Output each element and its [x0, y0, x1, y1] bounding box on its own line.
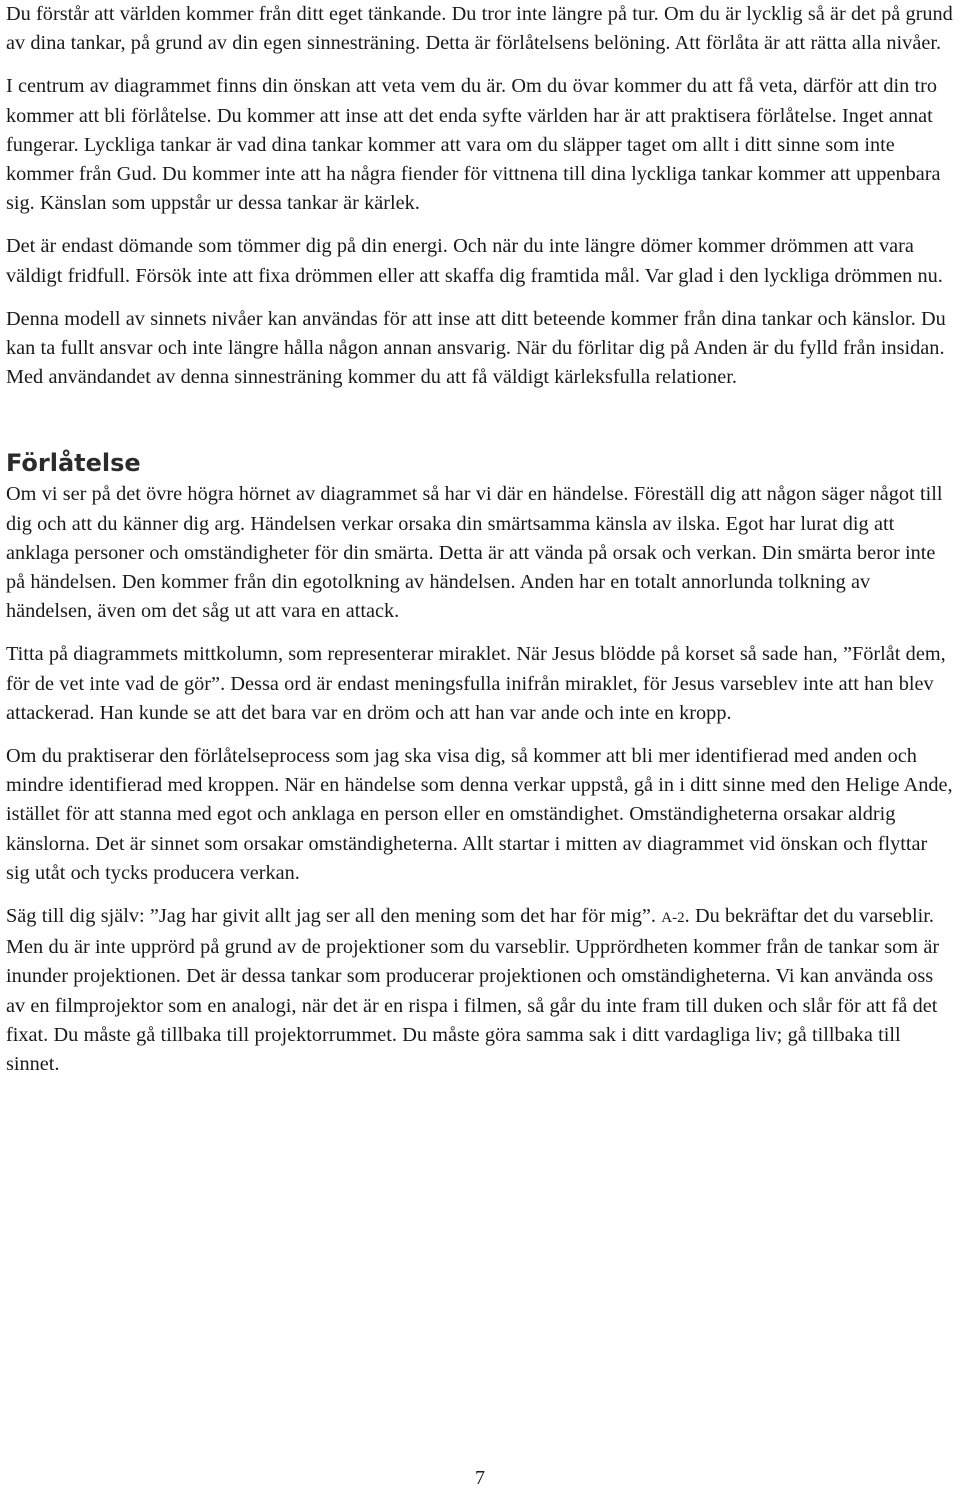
paragraph-judging: Det är endast dömande som tömmer dig på din energi. Och när du inte längre dömer kommer drömmen att vara väldigt fridfull. Försök inte att fixa drömmen eller att skaffa dig framtida mål. Var glad i den lyckliga drömmen nu. — [6, 235, 943, 287]
paragraph-projector-analogy — [6, 902, 956, 1079]
paragraph-event-corner: Om vi ser på det övre högra hörnet av diagrammet så har vi där en händelse. Föreställ dig att någon säger något till dig och att du känner dig arg. Händelsen verkar orsaka din smärtsamma känsla av ilska. Egot har lurat dig att anklaga personer och omständigheter för din smärta. Detta är att vända på orsak och verkan. Din smärta beror inte på händelsen. Den kommer från din egotolkning av händelsen. Anden har en totalt annorlunda tolkning av händelsen, även om det såg ut att vara en attack. — [6, 483, 943, 623]
document-page — [6, 0, 956, 1079]
paragraph-world-from-thinking: Du förstår att världen kommer från ditt eget tänkande. Du tror inte längre på tur. Om du är lycklig så är det på grund av dina tankar, på grund av din egen sinnesträning. Detta är förlåtelsens belöning. Att förlåta är att rätta alla nivåer. — [6, 3, 953, 55]
paragraph-spacer — [6, 58, 956, 72]
paragraph-middle-column: Titta på diagrammets mittkolumn, som representerar miraklet. När Jesus blödde på korset så sade han, ”Förlåt dem, för de vet inte vad de gör”. Dessa ord är endast meningsfulla inifrån miraklet, för Jesus varseblev inte att han blev attackerad. Han kunde se att det bara var en dröm och att han var ande och inte en kropp. — [6, 643, 946, 724]
paragraph-spacer — [6, 728, 956, 742]
paragraph-continuation: . Du bekräftar det du varseblir. Men du är inte upprörd på grund av de projektioner som du varseblir. Upprördheten kommer från de tankar som är inunder projektionen. Det är dessa tankar som producerar projektionen och omständigheterna. Vi kan använda oss av en filmprojektor som en analogi, när det är en rispa i filmen, så går du inte fram till duken och slår för att få det fixat. Du måste gå tillbaka till projektorrummet. Du måste göra samma sak i ditt vardagliga liv; gå tillbaka till sinnet. — [6, 905, 940, 1076]
paragraph-spacer — [6, 291, 956, 305]
lesson-reference: A-2 — [661, 910, 685, 927]
paragraph-center-of-diagram: I centrum av diagrammet finns din önskan att veta vem du är. Om du övar kommer du att få veta, därför att din tro kommer att bli förlåtelse. Du kommer att inse att det enda syfte världen har är att praktisera förlåtelse. Inget annat fungerar. Lyckliga tankar är vad dina tankar kommer att vara om du släpper taget om allt i ditt sinne som inte kommer från Gud. Du kommer inte att ha några fiender för vittnena till dina lyckliga tankar kommer att uppenbara sig. Känslan som uppstår ur dessa tankar är kärlek. — [6, 75, 941, 215]
quote-text: Säg till dig själv: ”Jag har givit allt jag ser all den mening som det har för mig”. — [6, 905, 662, 928]
section-heading-forgiveness: Förlåtelse — [6, 449, 141, 478]
section-spacer — [6, 392, 956, 446]
paragraph-spacer — [6, 888, 956, 902]
paragraph-forgiveness-process: Om du praktiserar den förlåtelseprocess som jag ska visa dig, så kommer att bli mer identifierad med anden och mindre identifierad med kroppen. När en händelse som denna verkar uppstå, gå in i ditt sinne med den Helige Ande, istället för att stanna med egot och anklaga en person eller en omständighet. Omständigheterna orsakar aldrig känslorna. Det är sinnet som orsakar omständigheterna. Allt startar i mitten av diagrammet vid önskan och flyttar sig utåt och tycks producera verkan. — [6, 745, 953, 884]
paragraph-mind-levels-model: Denna modell av sinnets nivåer kan användas för att inse att ditt beteende kommer från dina tankar och känslor. Du kan ta fullt ansvar och inte längre hålla någon annan ansvarig. När du förlitar dig på Anden är du fylld från insidan. Med användandet av denna sinnesträning kommer du att få väldigt kärleksfulla relationer. — [6, 307, 946, 389]
paragraph-spacer — [6, 626, 956, 640]
page-number: 7 — [475, 1467, 485, 1489]
paragraph-spacer — [6, 218, 956, 232]
